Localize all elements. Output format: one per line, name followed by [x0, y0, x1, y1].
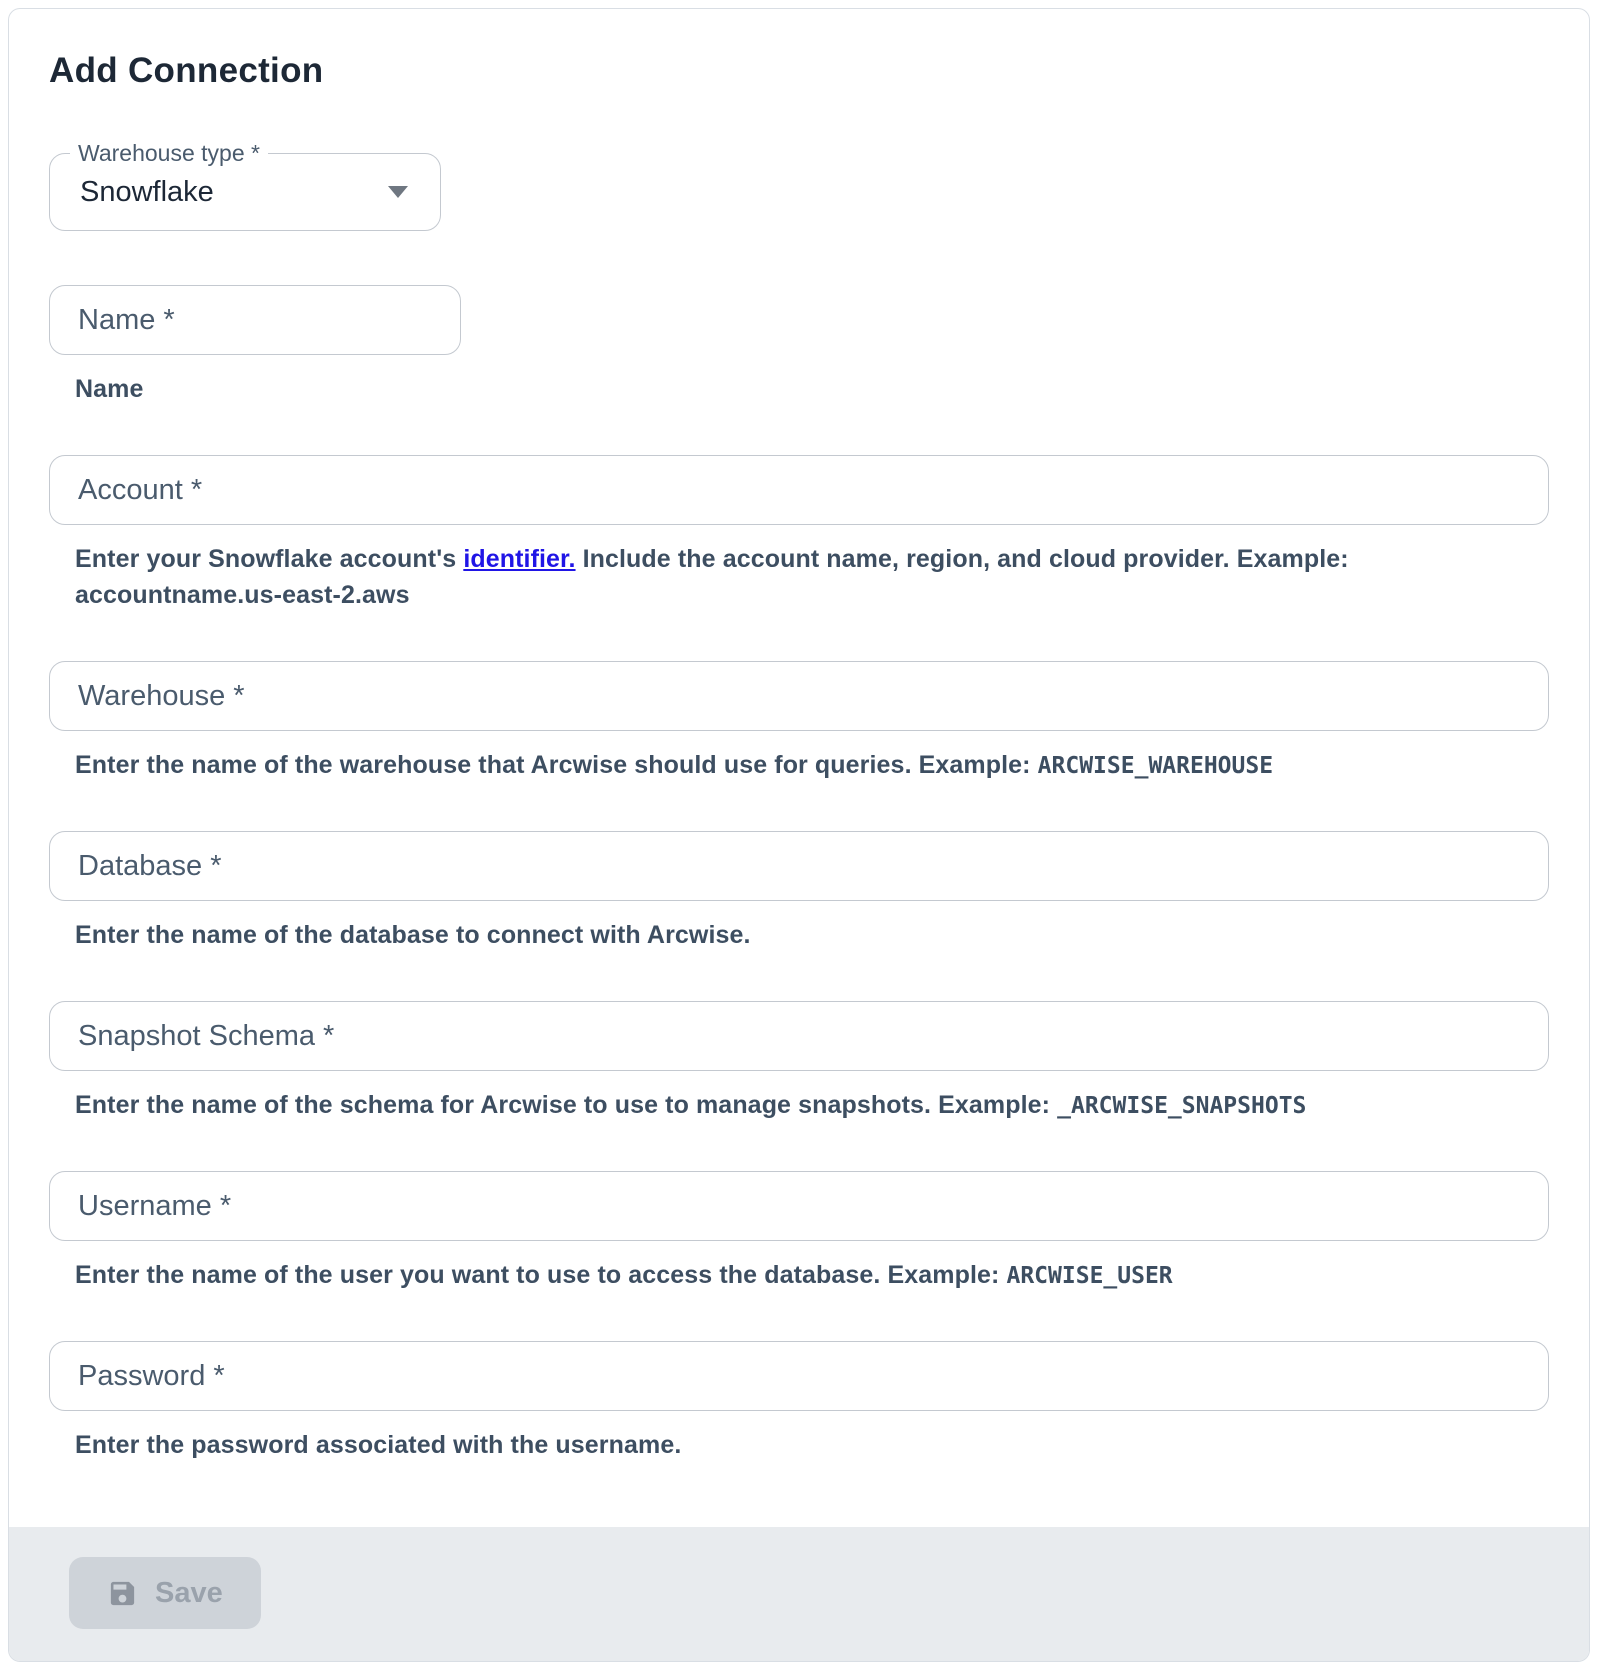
password-input[interactable]	[49, 1341, 1549, 1411]
identifier-link[interactable]: identifier.	[463, 545, 576, 573]
chevron-down-icon	[388, 186, 408, 198]
field-name	[49, 285, 1549, 407]
field-username	[49, 1171, 1549, 1293]
account-input[interactable]	[49, 455, 1549, 525]
floppy-disk-icon	[107, 1578, 138, 1609]
add-connection-dialog	[8, 8, 1590, 1662]
username-helper	[75, 1257, 1505, 1293]
helper-text-segment: Enter your Snowflake account's	[75, 545, 464, 573]
form-content	[9, 9, 1589, 1527]
helper-text-segment: Name	[75, 375, 144, 403]
warehouse-type-select[interactable]	[49, 140, 441, 231]
helper-text-segment: Enter the name of the database to connect with Arcwise.	[75, 921, 751, 950]
helper-text-segment: Enter the name of the schema for Arcwise to use to manage snapshots. Example:	[75, 1091, 1058, 1120]
helper-text-segment: Enter the name of the warehouse that Arcwise should use for queries. Example:	[75, 751, 1038, 779]
warehouse-helper	[75, 747, 1505, 783]
helper-text-segment: Enter the name of the user you want to use to access the database. Example:	[75, 1261, 1007, 1290]
warehouse-type-label: Warehouse type *	[70, 140, 268, 167]
account-helper	[75, 541, 1505, 613]
helper-text-segment: Include the account name, region, and cloud provider. Example: accountname.us-east-2.aws	[75, 545, 1349, 609]
save-button-label: Save	[155, 1576, 223, 1609]
field-account	[49, 455, 1549, 613]
snapshot-schema-helper	[75, 1087, 1505, 1123]
database-helper	[75, 917, 1505, 953]
dialog-footer	[9, 1527, 1589, 1661]
warehouse-type-value: Snowflake	[80, 175, 214, 208]
code-example: ARCWISE_USER	[1006, 1263, 1173, 1290]
warehouse-input[interactable]	[49, 661, 1549, 731]
field-warehouse	[49, 661, 1549, 783]
page-title: Add Connection	[49, 51, 324, 90]
field-snapshot-schema	[49, 1001, 1549, 1123]
code-example: _ARCWISE_SNAPSHOTS	[1057, 1093, 1307, 1120]
name-input[interactable]	[49, 285, 461, 355]
field-database	[49, 831, 1549, 953]
password-helper	[75, 1427, 1505, 1463]
snapshot-schema-input[interactable]	[49, 1001, 1549, 1071]
name-helper	[75, 371, 1505, 407]
save-button[interactable]	[69, 1557, 261, 1629]
helper-text-segment: Enter the password associated with the username.	[75, 1431, 682, 1460]
username-input[interactable]	[49, 1171, 1549, 1241]
field-password	[49, 1341, 1549, 1463]
database-input[interactable]	[49, 831, 1549, 901]
code-example: ARCWISE_WAREHOUSE	[1037, 753, 1274, 779]
